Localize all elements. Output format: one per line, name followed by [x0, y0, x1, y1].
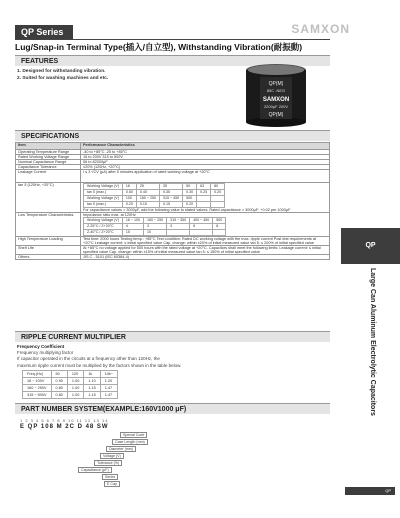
- spec-item: Others: [16, 255, 81, 260]
- page-title: Lug/Snap-in Terminal Type(插入/自立型), Withstanding Vibration(耐振動): [15, 42, 303, 52]
- spec-value: At +85°C no voltage applied for 500 hours with the rated voltage at +20°C. Capacitors shall meet the following limits: Leakage current: ≤ initial specified value Cap. change: within ±15% of initial measured value tan δ: ≤ 150% of initial specified value: [81, 246, 330, 255]
- ripple-note: maximum ripple current must be multiplied by the factors shown in the table below.: [17, 362, 182, 368]
- spec-item: Nominal Capacitance Range: [16, 160, 81, 165]
- series-badge: QP Series: [15, 25, 73, 39]
- pn-label: Case Length (mm): [112, 439, 148, 445]
- pn-label: Capacitance (μF): [78, 467, 112, 473]
- table-row: [16, 170, 330, 183]
- spec-item: Capacitance Tolerance: [16, 165, 81, 170]
- specifications-heading: SPECIFICATIONS: [15, 130, 330, 141]
- spec-value: 56 to 82000μF: [81, 160, 330, 165]
- table-row: Working Voltage (V) 16 25 35 50 63 80: [84, 184, 225, 190]
- capacitor-image: [236, 63, 316, 127]
- ripple-table: [22, 370, 118, 399]
- table-row: 315 ~ 500V 0.80 1.00 1.15 1.47: [23, 392, 118, 399]
- table-row: [16, 213, 330, 237]
- cap-line1: QP(M): [268, 81, 284, 87]
- pn-label: Voltage (V): [100, 453, 124, 459]
- table-row: Z-40°C / Z+20°C 15 10: [84, 230, 226, 236]
- pn-digits: 1 2 3 4 5 6 7 8 9 10 11 12 13 14: [20, 418, 109, 423]
- page-number: QP: [345, 487, 395, 495]
- pn-label: E Cap: [104, 481, 120, 487]
- spec-value: 16 to 200V 315 to 500V: [81, 155, 330, 160]
- low-temp-table: [83, 217, 226, 236]
- spec-col-item: Item: [16, 143, 81, 150]
- low-temp-title: Impedance ratio max. at 120Hz: [83, 213, 136, 217]
- tan-note: For capacitance values > 3000μF, add the following value to stated values: Rated capacitance > 3000μF: +0.02 per 1000μF: [83, 208, 291, 212]
- spec-item: Low Temperature Characteristics: [16, 213, 81, 237]
- table-row: [16, 183, 330, 213]
- features-heading: FEATURES: [15, 55, 330, 66]
- spec-item: Operating Temperature Range: [16, 150, 81, 155]
- spec-item: Shelf Life: [16, 246, 81, 255]
- table-row: Working Voltage (V) 100 160 ~ 250 315 ~ 450 500: [84, 196, 225, 202]
- specifications-table: [15, 142, 330, 260]
- spec-value: ±20% (120Hz, +20°C): [81, 165, 330, 170]
- spec-item: Leakage Current: [16, 170, 81, 183]
- feature-item: 2. Suited for washing machines and etc.: [17, 76, 109, 82]
- table-row: [16, 255, 330, 260]
- ripple-subheading: Frequency Coefficient: [17, 344, 65, 349]
- ripple-note: Frequency multiplying factor: [17, 350, 74, 355]
- header-rule: [15, 39, 330, 40]
- table-row: [16, 237, 330, 246]
- pn-code: E QP 108 M 2C D 48 SW: [20, 424, 109, 430]
- pn-label: Tolerance (%): [94, 460, 122, 466]
- pn-label: Series: [102, 474, 118, 480]
- ripple-heading: RIPPLE CURRENT MULTIPLIER: [15, 331, 330, 342]
- table-row: 160 ~ 250V 0.80 1.00 1.15 1.47: [23, 385, 118, 392]
- spec-value: Test time: 2000 hours Testing temp.: +85°C Test condition: Rated DC working voltage with the max. ripple current Post test requirements at +20°C Leakage current: ≤ initial specified value Cap. change: within ±20% of initial measured value tan δ: ≤ 200% of initial specified value: [81, 237, 330, 246]
- spec-item: tan δ (120Hz, +20°C): [16, 183, 81, 213]
- spec-header-row: [16, 143, 330, 150]
- table-row: [16, 246, 330, 255]
- spec-item: High Temperature Loading: [16, 237, 81, 246]
- cap-line5: QP(M): [268, 112, 284, 118]
- feature-item: 1. Designed for withstanding vibration.: [17, 69, 106, 74]
- table-row: Z-25°C / Z+20°C 4 3 3 6 8: [84, 224, 226, 230]
- spec-value: -40 to +85°C -25 to +85°C: [81, 150, 330, 155]
- table-row: tan δ (max.) 0.20 0.15 0.15 0.20: [84, 202, 225, 208]
- spec-value: [81, 213, 330, 237]
- table-row: tan δ (max.) 0.50 0.40 0.35 0.30 0.25 0.20: [84, 190, 225, 196]
- spec-value: [81, 183, 330, 213]
- ripple-note: If capacitor operated in the circuits at a frequency other than 120Hz, the: [17, 356, 160, 362]
- cap-line2: 85C -NEG: [266, 88, 286, 93]
- spec-item: Rated Working Voltage Range: [16, 155, 81, 160]
- ripple-notes: [17, 350, 181, 369]
- table-row: 16 ~ 100V 0.90 1.00 1.10 1.20: [23, 378, 118, 385]
- series-side-tab: QP: [341, 228, 400, 264]
- cap-line3: SAMXON: [262, 97, 290, 103]
- spec-value: JIS C - 5101 (IEC 60384-4): [81, 255, 330, 260]
- partnumber-heading: PART NUMBER SYSTEM(EXAMPLE:160V1000 μF): [15, 403, 330, 414]
- spec-value: I ≤ 3 √CV (μA) after 5 minutes application of rated working voltage at +20°C: [81, 170, 330, 183]
- pn-label: Special Code: [120, 432, 147, 438]
- tan-delta-table: [83, 183, 225, 208]
- brand-logo: SAMXON: [291, 22, 350, 36]
- features-list: [17, 68, 108, 83]
- table-row: Freq.(Hz) 50 120 1k 10k~: [23, 371, 118, 378]
- spec-col-characteristics: Performance Characteristics: [81, 143, 330, 150]
- side-vertical-title: Large Can Aluminum Electrolytic Capacitors: [369, 268, 376, 416]
- cap-line4: 2200μF 200V: [263, 104, 289, 109]
- pn-label: Diameter (mm): [106, 446, 136, 452]
- table-row: Working Voltage (V) 16 ~ 100 160 ~ 250 315 ~ 350 400 ~ 450 500: [84, 218, 226, 224]
